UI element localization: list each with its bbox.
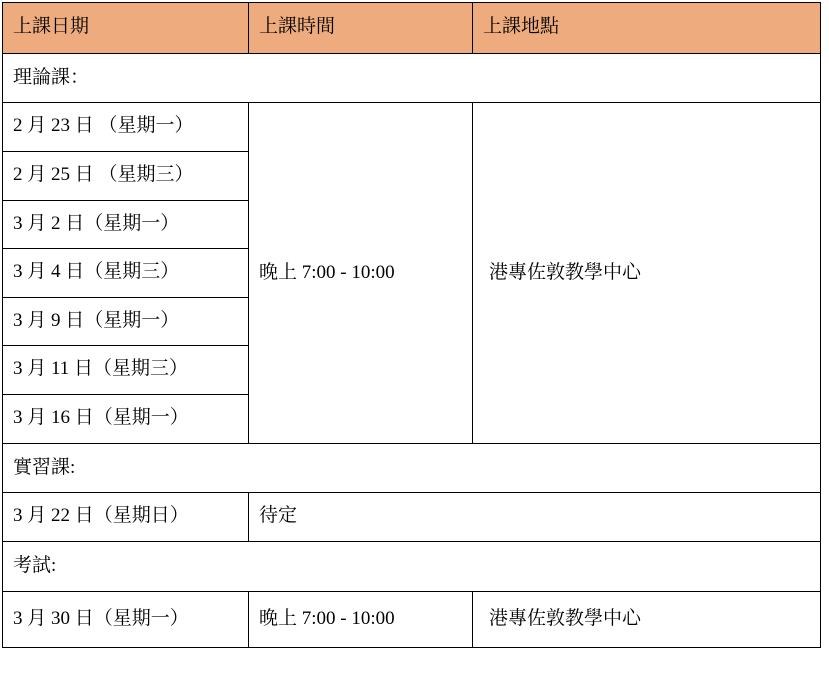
date-cell: 3 月 2 日（星期一） [3, 200, 249, 249]
table-row [3, 103, 821, 152]
section-label-exam: 考試: [3, 542, 821, 592]
section-label-practical: 實習課: [3, 443, 821, 493]
date-cell: 3 月 4 日（星期三） [3, 249, 249, 298]
time-cell-theory: 晚上 7:00 - 10:00 [249, 103, 473, 443]
date-cell: 3 月 16 日（星期一） [3, 395, 249, 444]
table-row [3, 591, 821, 648]
location-cell-exam: 港專佐敦教學中心 [473, 591, 821, 648]
date-cell: 3 月 30 日（星期一） [3, 591, 249, 648]
date-cell: 2 月 25 日 （星期三） [3, 151, 249, 200]
header-class-location: 上課地點 [473, 3, 821, 54]
date-cell: 3 月 9 日（星期一） [3, 297, 249, 346]
date-cell: 3 月 11 日（星期三） [3, 346, 249, 395]
class-schedule-table [2, 2, 821, 648]
section-label-theory: 理論課： [3, 53, 821, 103]
section-label-row [3, 443, 821, 493]
time-cell-exam: 晚上 7:00 - 10:00 [249, 591, 473, 648]
date-cell: 3 月 22 日（星期日） [3, 493, 249, 542]
section-label-row [3, 53, 821, 103]
section-label-row [3, 542, 821, 592]
date-cell: 2 月 23 日 （星期一） [3, 103, 249, 152]
time-cell-practical: 待定 [249, 493, 821, 542]
header-class-time: 上課時間 [249, 3, 473, 54]
table-header-row [3, 3, 821, 54]
header-class-date: 上課日期 [3, 3, 249, 54]
location-cell-theory: 港專佐敦教學中心 [473, 103, 821, 443]
table-row [3, 493, 821, 542]
